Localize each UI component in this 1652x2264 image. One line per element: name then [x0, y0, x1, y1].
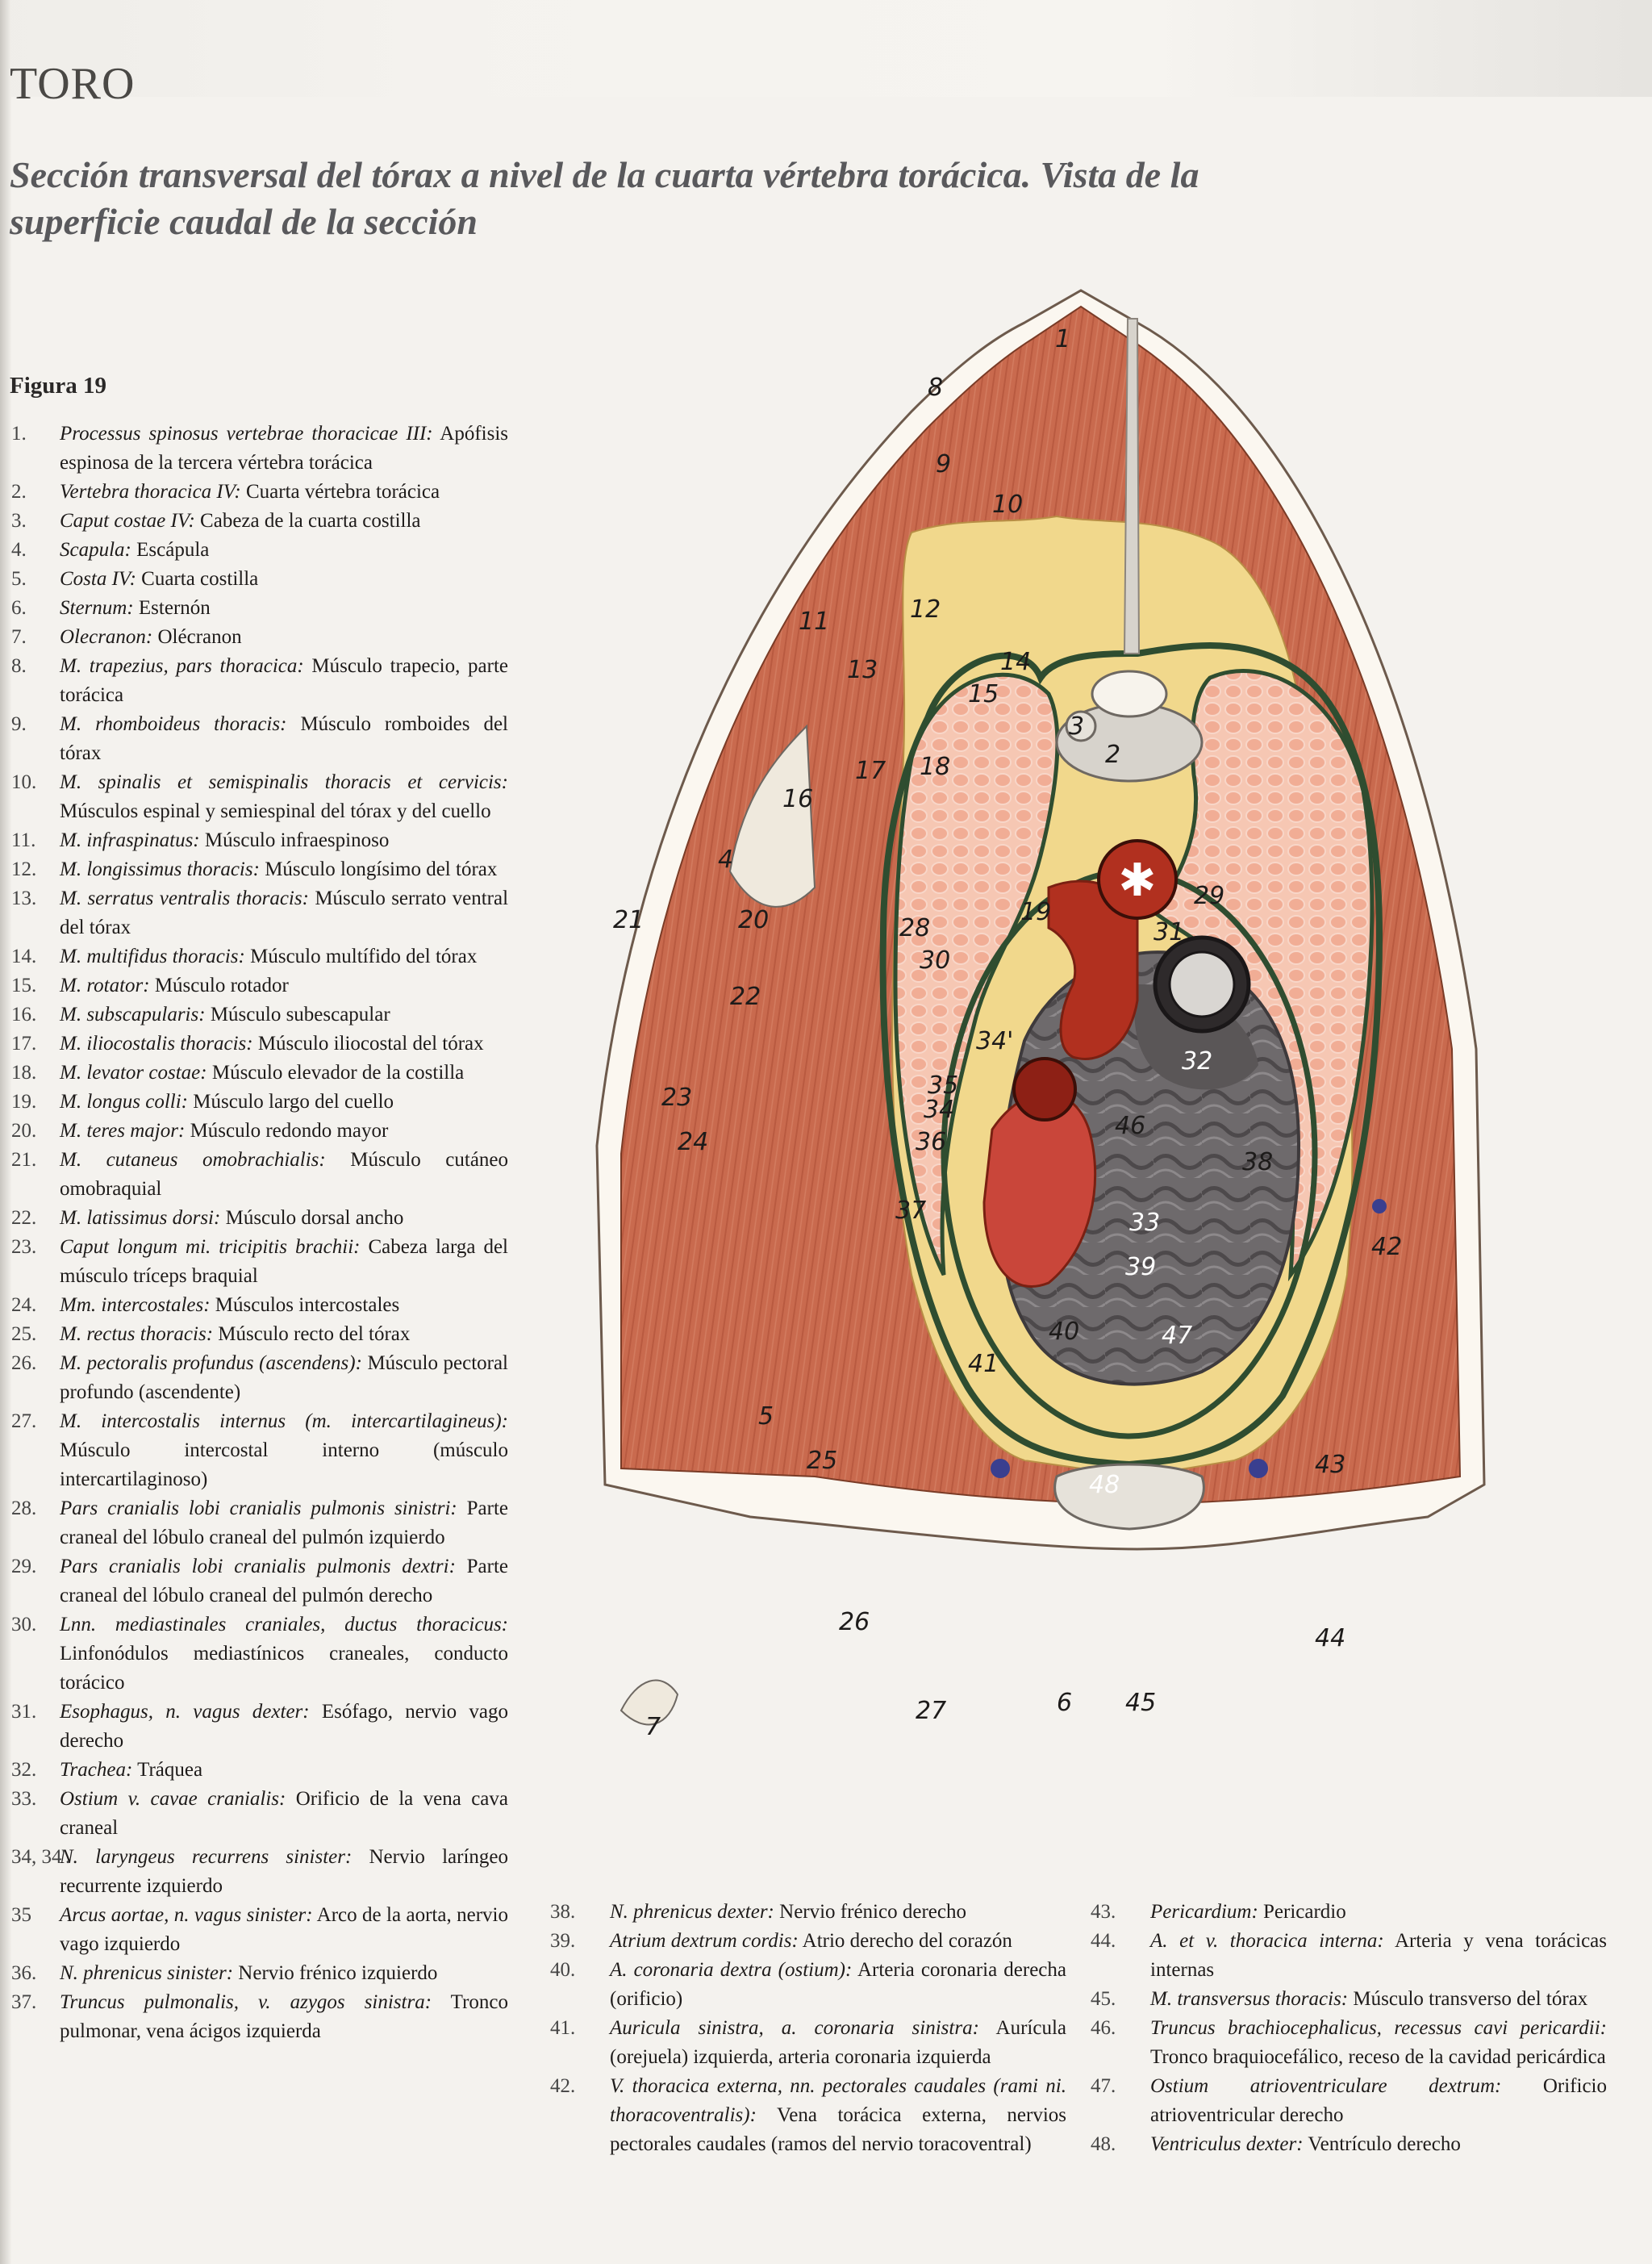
- fig-label-5: 5: [758, 1402, 774, 1431]
- legend-spanish-term: Nervio frénico izquierdo: [238, 1962, 438, 1984]
- fig-label-11: 11: [799, 608, 830, 636]
- legend-spanish-term: Músculo iliocostal del tórax: [257, 1033, 484, 1055]
- page-binding-edge: [0, 0, 11, 2264]
- legend-number: 18.: [11, 1062, 37, 1084]
- legend-number: 26.: [11, 1352, 37, 1374]
- legend-latin-term: M. spinalis et semispinalis thoracis et cervicis:: [60, 771, 508, 793]
- legend-number: 12.: [11, 858, 37, 880]
- legend-item: [1091, 1898, 1607, 1927]
- legend-latin-term: Truncus pulmonalis, v. azygos sinistra:: [60, 1991, 432, 2013]
- trachea-lumen: [1170, 952, 1234, 1017]
- fig-label-30: 30: [920, 946, 951, 975]
- legend-latin-term: M. longus colli:: [60, 1091, 189, 1113]
- legend-item: [11, 1146, 508, 1204]
- fig-label-13: 13: [847, 656, 878, 684]
- legend-number: 8.: [11, 655, 27, 677]
- legend-item: [11, 1291, 508, 1320]
- legend-latin-term: Pars cranialis lobi cranialis pulmonis dextri:: [60, 1556, 456, 1577]
- fig-label-41: 41: [968, 1350, 999, 1378]
- legend-number: 39.: [550, 1930, 576, 1952]
- legend-item: [11, 1610, 508, 1698]
- legend-number: 40.: [550, 1959, 576, 1981]
- legend-number: 1.: [11, 423, 27, 445]
- fig-label-42: 42: [1371, 1233, 1403, 1261]
- legend-item: [11, 1988, 508, 2046]
- legend-item: [11, 826, 508, 855]
- legend-spanish-term: Músculo recto del tórax: [218, 1323, 411, 1345]
- anatomical-cross-section-illustration: [573, 274, 1652, 1840]
- fig-label-47: 47: [1162, 1322, 1193, 1350]
- legend-latin-term: M. transversus thoracis:: [1150, 1988, 1349, 2010]
- fig-label-7: 7: [645, 1713, 661, 1741]
- legend-number: 16.: [11, 1004, 37, 1025]
- fig-label-33: 33: [1129, 1209, 1161, 1237]
- legend-spanish-term: Nervio laríngeo recurrente izquierdo: [60, 1846, 508, 1897]
- legend-spanish-term: Escápula: [136, 539, 210, 561]
- legend-spanish-term: Cuarta costilla: [141, 568, 259, 590]
- legend-latin-term: N. phrenicus sinister:: [60, 1962, 234, 1984]
- legend-latin-term: Mm. intercostales:: [60, 1294, 211, 1316]
- legend-spanish-term: Músculo intercostal interno (músculo intercartilaginoso): [60, 1439, 508, 1490]
- legend-latin-term: M. longissimus thoracis:: [60, 858, 260, 880]
- fig-label-10: 10: [992, 491, 1024, 519]
- legend-latin-term: Costa IV:: [60, 568, 136, 590]
- page-title: TORO: [10, 59, 136, 109]
- legend-number: 41.: [550, 2017, 576, 2039]
- legend-latin-term: Scapula:: [60, 539, 131, 561]
- legend-latin-term: Sternum:: [60, 597, 134, 619]
- legend-latin-term: Olecranon:: [60, 626, 153, 648]
- legend-item: [550, 2014, 1066, 2072]
- legend-number: 19.: [11, 1091, 37, 1113]
- legend-number: 32.: [11, 1759, 37, 1781]
- legend-number: 17.: [11, 1033, 37, 1055]
- fig-label-3: 3: [1069, 712, 1085, 741]
- legend-item: [11, 884, 508, 942]
- legend-number: 47.: [1091, 2075, 1116, 2097]
- legend-item: [11, 1088, 508, 1117]
- fig-label-31: 31: [1153, 918, 1185, 946]
- legend-latin-term: Auricula sinistra, a. coronaria sinistra:: [610, 2017, 979, 2039]
- legend-number: 27.: [11, 1410, 37, 1432]
- legend-item: [11, 420, 508, 478]
- legend-number: 3.: [11, 510, 27, 532]
- fig-label-9: 9: [936, 450, 952, 478]
- legend-item: [11, 623, 508, 652]
- legend-item: [11, 942, 508, 971]
- fig-label-40: 40: [1049, 1318, 1080, 1346]
- legend-spanish-term: Nervio frénico derecho: [779, 1901, 966, 1923]
- fig-label-17: 17: [855, 757, 886, 785]
- legend-spanish-term: Músculo subescapular: [210, 1004, 390, 1025]
- legend-item: [11, 855, 508, 884]
- legend-spanish-term: Arco de la aorta, nervio vago izquierdo: [60, 1904, 508, 1955]
- legend-spanish-term: Músculo pectoral profundo (ascendente): [60, 1352, 509, 1403]
- legend-spanish-term: Músculo rotador: [154, 975, 289, 996]
- legend-spanish-term: Olécranon: [157, 626, 242, 648]
- legend-column-1: [11, 420, 508, 2046]
- legend-number: 38.: [550, 1901, 576, 1923]
- legend-spanish-term: Músculos intercostales: [215, 1294, 400, 1316]
- legend-spanish-term: Esófago, nervio vago derecho: [60, 1701, 509, 1752]
- legend-latin-term: V. thoracica externa, nn. pectorales caudales (rami ni. thoracoventralis):: [610, 2075, 1066, 2126]
- legend-latin-term: Arcus aortae, n. vagus sinister:: [60, 1904, 313, 1926]
- legend-latin-term: Ostium atrioventriculare dextrum:: [1150, 2075, 1502, 2097]
- fig-label-25: 25: [807, 1447, 838, 1475]
- legend-latin-term: M. multifidus thoracis:: [60, 946, 245, 967]
- legend-number: 21.: [11, 1149, 37, 1171]
- legend-item: [11, 536, 508, 565]
- legend-latin-term: M. teres major:: [60, 1120, 186, 1142]
- legend-number: 6.: [11, 597, 27, 619]
- external-thoracic-right: [1372, 1199, 1387, 1213]
- legend-number: 42.: [550, 2075, 576, 2097]
- legend-spanish-term: Arteria y vena torácicas internas: [1150, 1930, 1607, 1981]
- legend-item: [11, 1204, 508, 1233]
- legend-item: [11, 1785, 508, 1843]
- legend-latin-term: M. pectoralis profundus (ascendens):: [60, 1352, 362, 1374]
- legend-number: 9.: [11, 713, 27, 735]
- fig-label-19: 19: [1020, 898, 1052, 926]
- legend-number: 24.: [11, 1294, 37, 1316]
- legend-latin-term: M. infraspinatus:: [60, 829, 200, 851]
- legend-number: 43.: [1091, 1901, 1116, 1923]
- legend-item: [11, 1407, 508, 1494]
- fig-label-45: 45: [1125, 1689, 1157, 1717]
- legend-number: 37.: [11, 1991, 37, 2013]
- internal-thoracic-right: [1249, 1459, 1268, 1478]
- legend-item: [1091, 1985, 1607, 2014]
- legend-latin-term: M. subscapularis:: [60, 1004, 206, 1025]
- legend-number: 20.: [11, 1120, 37, 1142]
- legend-number: 36.: [11, 1962, 37, 1984]
- legend-item: [11, 1000, 508, 1030]
- legend-item: [11, 710, 508, 768]
- legend-spanish-term: Arteria coronaria derecha (orificio): [610, 1959, 1066, 2010]
- esophagus-star: ✱: [1118, 854, 1157, 907]
- fig-label-20: 20: [738, 906, 770, 934]
- legend-number: 44.: [1091, 1930, 1116, 1952]
- spinal-canal: [1092, 671, 1166, 716]
- legend-item: [11, 1494, 508, 1552]
- fig-label-23: 23: [661, 1084, 693, 1112]
- legend-item: [11, 1843, 508, 1901]
- legend-item: [11, 1059, 508, 1088]
- legend-latin-term: M. rotator:: [60, 975, 150, 996]
- legend-spanish-term: Músculo dorsal ancho: [225, 1207, 404, 1229]
- fig-label-26: 26: [839, 1608, 870, 1636]
- legend-spanish-term: Tronco pulmonar, vena ácigos izquierda: [60, 1991, 508, 2042]
- legend-spanish-term: Apófisis espinosa de la tercera vértebra torácica: [60, 423, 508, 474]
- fig-label-15: 15: [968, 680, 999, 708]
- legend-spanish-term: Músculo cutáneo omobraquial: [60, 1149, 509, 1200]
- legend-spanish-term: Músculo elevador de la costilla: [211, 1062, 465, 1084]
- legend-spanish-term: Músculo trapecio, parte torácica: [60, 655, 508, 706]
- fig-label-4: 4: [718, 846, 734, 874]
- legend-item: [550, 1898, 1066, 1927]
- legend-item: [11, 1552, 508, 1610]
- legend-spanish-term: Músculo multífido del tórax: [250, 946, 478, 967]
- legend-number: 35: [11, 1904, 31, 1926]
- legend-number: 34, 34'.: [11, 1846, 71, 1868]
- legend-latin-term: Pericardium:: [1150, 1901, 1258, 1923]
- fig-label-2: 2: [1105, 741, 1121, 769]
- legend-number: 7.: [11, 626, 27, 648]
- legend-column-2: [550, 1898, 1066, 2159]
- legend-latin-term: M. iliocostalis thoracis:: [60, 1033, 253, 1055]
- legend-column-3: [1091, 1898, 1607, 2159]
- legend-number: 22.: [11, 1207, 37, 1229]
- legend-item: [11, 594, 508, 623]
- legend-item: [11, 1901, 508, 1959]
- legend-number: 15.: [11, 975, 37, 996]
- legend-latin-term: Truncus brachiocephalicus, recessus cavi pericardii:: [1150, 2017, 1607, 2039]
- fig-label-34-prime: 34': [976, 1027, 1014, 1055]
- fig-label-29: 29: [1194, 882, 1225, 910]
- legend-item: [11, 768, 508, 826]
- legend-latin-term: Caput costae IV:: [60, 510, 195, 532]
- legend-latin-term: Processus spinosus vertebrae thoracicae III:: [60, 423, 433, 445]
- legend-spanish-term: Cabeza larga del músculo tríceps braquial: [60, 1236, 508, 1287]
- legend-number: 33.: [11, 1788, 37, 1810]
- fig-label-34: 34: [924, 1096, 955, 1124]
- fig-label-37: 37: [895, 1197, 927, 1225]
- fig-label-14: 14: [1000, 648, 1032, 676]
- fig-label-24: 24: [678, 1128, 709, 1156]
- legend-spanish-term: Tráquea: [137, 1759, 203, 1781]
- legend-spanish-term: Parte craneal del lóbulo craneal del pulmón izquierdo: [60, 1497, 508, 1548]
- legend-item: [11, 565, 508, 594]
- legend-latin-term: Caput longum mi. tricipitis brachii:: [60, 1236, 361, 1258]
- legend-spanish-term: Músculo infraespinoso: [204, 829, 390, 851]
- legend-item: [550, 2072, 1066, 2159]
- fig-label-46: 46: [1115, 1112, 1146, 1140]
- cross-section-svg: [573, 274, 1652, 1840]
- legend-number: 11.: [11, 829, 36, 851]
- legend-item: [550, 1927, 1066, 1956]
- legend-latin-term: M. intercostalis internus (m. intercartilagineus):: [60, 1410, 508, 1432]
- legend-latin-term: A. coronaria dextra (ostium):: [610, 1959, 853, 1981]
- legend-item: [11, 1030, 508, 1059]
- fig-label-27: 27: [916, 1697, 947, 1725]
- legend-number: 14.: [11, 946, 37, 967]
- legend-latin-term: Atrium dextrum cordis:: [610, 1930, 799, 1952]
- legend-spanish-term: Pericardio: [1263, 1901, 1346, 1923]
- fig-label-44: 44: [1315, 1624, 1346, 1652]
- legend-latin-term: M. serratus ventralis thoracis:: [60, 888, 309, 909]
- fig-label-35: 35: [928, 1071, 959, 1100]
- legend-number: 10.: [11, 771, 37, 793]
- fig-label-28: 28: [899, 914, 931, 942]
- legend-number: 5.: [11, 568, 27, 590]
- legend-spanish-term: Músculo largo del cuello: [193, 1091, 394, 1113]
- legend-latin-term: M. rhomboideus thoracis:: [60, 713, 287, 735]
- fig-label-38: 38: [1242, 1148, 1274, 1176]
- legend-latin-term: Pars cranialis lobi cranialis pulmonis sinistri:: [60, 1497, 457, 1519]
- legend-item: [11, 652, 508, 710]
- legend-number: 23.: [11, 1236, 37, 1258]
- legend-item: [11, 478, 508, 507]
- legend-spanish-term: Parte craneal del lóbulo craneal del pulmón derecho: [60, 1556, 508, 1606]
- fig-label-32: 32: [1182, 1047, 1213, 1076]
- legend-latin-term: M. levator costae:: [60, 1062, 207, 1084]
- legend-spanish-term: Esternón: [138, 597, 211, 619]
- fig-label-21: 21: [613, 906, 645, 934]
- legend-number: 30.: [11, 1614, 37, 1635]
- legend-latin-term: M. trapezius, pars thoracica:: [60, 655, 304, 677]
- legend-spanish-term: Músculo serrato ventral del tórax: [60, 888, 509, 938]
- legend-spanish-term: Aurícula (orejuela) izquierda, arteria coronaria izquierda: [610, 2017, 1067, 2068]
- legend-spanish-term: Cuarta vértebra torácica: [245, 481, 440, 503]
- legend-item: [11, 1117, 508, 1146]
- legend-latin-term: Esophagus, n. vagus dexter:: [60, 1701, 310, 1723]
- legend-spanish-term: Ventrículo derecho: [1308, 2133, 1461, 2155]
- legend-item: [11, 971, 508, 1000]
- legend-latin-term: Vertebra thoracica IV:: [60, 481, 241, 503]
- fig-label-43: 43: [1315, 1451, 1346, 1479]
- legend-number: 45.: [1091, 1988, 1116, 2010]
- legend-item: [11, 507, 508, 536]
- legend-number: 48.: [1091, 2133, 1116, 2155]
- legend-item: [11, 1756, 508, 1785]
- legend-spanish-term: Orificio de la vena cava craneal: [60, 1788, 508, 1839]
- legend-spanish-term: Músculos espinal y semiespinal del tórax y del cuello: [60, 800, 491, 822]
- legend-spanish-term: Tronco braquiocefálico, receso de la cavidad pericárdica: [1150, 2046, 1606, 2068]
- fig-label-22: 22: [730, 983, 761, 1011]
- legend-item: [550, 1956, 1066, 2014]
- legend-latin-term: Trachea:: [60, 1759, 133, 1781]
- legend-latin-term: N. phrenicus dexter:: [610, 1901, 774, 1923]
- legend-latin-term: Lnn. mediastinales craniales, ductus thoracicus:: [60, 1614, 508, 1635]
- figure-label: Figura 19: [10, 373, 107, 399]
- legend-spanish-term: Linfonódulos mediastínicos craneales, conducto torácico: [60, 1643, 508, 1694]
- legend-item: [11, 1959, 508, 1988]
- legend-item: [1091, 1927, 1607, 1985]
- fig-label-16: 16: [782, 785, 814, 813]
- legend-item: [1091, 2130, 1607, 2159]
- fig-label-18: 18: [920, 753, 951, 781]
- fig-label-48: 48: [1089, 1471, 1120, 1499]
- legend-number: 4.: [11, 539, 27, 561]
- spinous-process: [1124, 319, 1139, 654]
- fig-label-6: 6: [1057, 1689, 1073, 1717]
- pulmonary-trunk: [1014, 1059, 1075, 1120]
- fig-label-12: 12: [910, 595, 941, 624]
- legend-item: [11, 1349, 508, 1407]
- legend-latin-term: M. cutaneus omobrachialis:: [60, 1149, 326, 1171]
- legend-spanish-term: Músculo redondo mayor: [190, 1120, 389, 1142]
- legend-latin-term: A. et v. thoracica interna:: [1150, 1930, 1384, 1952]
- legend-latin-term: M. rectus thoracis:: [60, 1323, 214, 1345]
- legend-latin-term: Ostium v. cavae cranialis:: [60, 1788, 286, 1810]
- internal-thoracic-left: [991, 1459, 1010, 1478]
- legend-number: 46.: [1091, 2017, 1116, 2039]
- legend-spanish-term: Orificio atrioventricular derecho: [1150, 2075, 1607, 2126]
- legend-item: [11, 1320, 508, 1349]
- page-subtitle: Sección transversal del tórax a nivel de la cuarta vértebra torácica. Vista de la superficie caudal de la sección: [10, 154, 1199, 242]
- legend-item: [11, 1698, 508, 1756]
- legend-item: [1091, 2014, 1607, 2072]
- legend-spanish-term: Atrio derecho del corazón: [802, 1930, 1012, 1952]
- legend-latin-term: N. laryngeus recurrens sinister:: [60, 1846, 353, 1868]
- legend-number: 29.: [11, 1556, 37, 1577]
- fig-label-8: 8: [928, 374, 944, 402]
- legend-number: 2.: [11, 481, 27, 503]
- legend-spanish-term: Vena torácica externa, nervios pectorales caudales (ramos del nervio toracoventral): [610, 2104, 1066, 2155]
- legend-spanish-term: Músculo longísimo del tórax: [265, 858, 498, 880]
- legend-number: 25.: [11, 1323, 37, 1345]
- legend-latin-term: M. latissimus dorsi:: [60, 1207, 221, 1229]
- legend-spanish-term: Cabeza de la cuarta costilla: [200, 510, 421, 532]
- legend-item: [11, 1233, 508, 1291]
- legend-number: 13.: [11, 888, 37, 909]
- legend-spanish-term: Músculo transverso del tórax: [1353, 1988, 1588, 2010]
- fig-label-39: 39: [1125, 1253, 1157, 1281]
- legend-spanish-term: Músculo romboides del tórax: [60, 713, 509, 764]
- legend-number: 28.: [11, 1497, 37, 1519]
- legend-number: 31.: [11, 1701, 37, 1723]
- legend-latin-term: Ventriculus dexter:: [1150, 2133, 1304, 2155]
- fig-label-1: 1: [1055, 325, 1071, 353]
- fig-label-36: 36: [916, 1128, 947, 1156]
- page-header-shading: [0, 0, 1652, 97]
- legend-item: [1091, 2072, 1607, 2130]
